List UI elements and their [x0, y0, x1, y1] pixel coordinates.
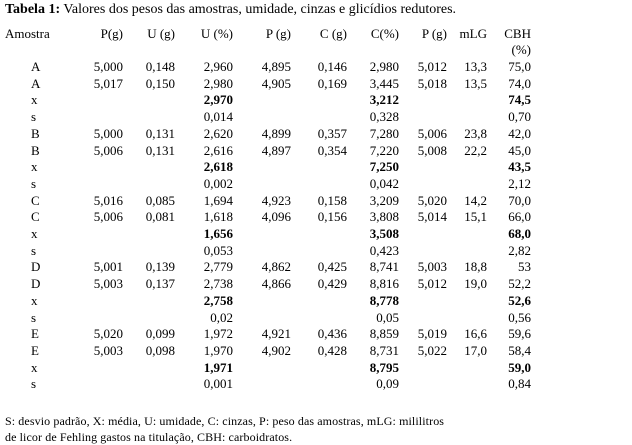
table-cell: 13,5 [464, 75, 487, 91]
table-cell: 0,354 [317, 142, 347, 158]
table-cell: 4,897 [261, 142, 291, 158]
table-cell: 59,6 [508, 326, 531, 342]
table-body [3, 59, 531, 393]
table-row [3, 126, 531, 143]
table-cell [233, 243, 291, 260]
table-cell: 0,423 [369, 242, 399, 258]
table-cell: 53 [518, 259, 531, 275]
table-row [3, 76, 531, 93]
row-label: x [31, 359, 38, 375]
table-cell: 5,003 [93, 276, 123, 292]
table-row [3, 376, 531, 393]
table-row [3, 193, 531, 210]
table-cell [447, 176, 487, 193]
table-cell: 4,902 [261, 342, 291, 358]
table-cell: 0,053 [203, 242, 233, 258]
column-header: C (g) [319, 26, 347, 41]
row-label: C [31, 209, 40, 225]
caption-label: Tabela 1: [5, 2, 61, 17]
column-header: P(g) [100, 26, 123, 41]
table-cell: 0,328 [369, 109, 399, 125]
table-cell [123, 360, 175, 377]
table-cell: 0,146 [317, 59, 347, 74]
table-cell: 17,0 [464, 342, 487, 358]
table-row [3, 159, 531, 176]
row-label: D [31, 259, 41, 275]
table-row [3, 276, 531, 293]
row-label: B [31, 125, 40, 141]
row-label: D [31, 276, 41, 292]
table-caption [5, 2, 456, 18]
row-label: x [31, 292, 38, 308]
table-cell [123, 226, 175, 243]
table-row [3, 176, 531, 193]
table-cell [399, 376, 447, 393]
table-row [3, 259, 531, 276]
header-subrow [3, 43, 531, 59]
table-cell: 58,4 [508, 342, 531, 358]
table-cell [61, 159, 123, 176]
table-cell [123, 176, 175, 193]
column-header: P (g) [265, 26, 291, 41]
row-label: A [31, 75, 41, 91]
table-cell [233, 176, 291, 193]
table-cell: 18,8 [464, 259, 487, 275]
table-cell: 59,0 [508, 359, 531, 375]
table-cell [399, 293, 447, 310]
table-cell: 0,84 [508, 376, 531, 392]
row-label: C [31, 192, 40, 208]
table-cell [399, 176, 447, 193]
table-row [3, 243, 531, 260]
table-cell: 7,280 [369, 125, 399, 141]
table-cell: 5,003 [93, 342, 123, 358]
table-cell: 0,56 [508, 309, 531, 325]
table-cell: 66,0 [508, 209, 531, 225]
header-cbh-unit: (%) [511, 42, 531, 57]
table-cell [447, 109, 487, 126]
table-cell: 5,012 [417, 59, 447, 74]
table-header [3, 26, 531, 59]
table-cell: 4,923 [261, 192, 291, 208]
table-cell: 8,741 [369, 259, 399, 275]
table-cell: 0,357 [317, 125, 347, 141]
table-cell: 0,002 [203, 175, 233, 191]
table-row [3, 92, 531, 109]
table-cell [447, 376, 487, 393]
row-label: A [31, 59, 41, 74]
table-cell: 4,866 [261, 276, 291, 292]
table-cell: 0,081 [145, 209, 175, 225]
table-cell: 74,0 [508, 75, 531, 91]
table-cell: 2,779 [203, 259, 233, 275]
table-cell: 5,000 [93, 59, 123, 74]
table-cell [291, 293, 347, 310]
table-cell: 0,042 [369, 175, 399, 191]
table-cell: 2,616 [203, 142, 233, 158]
table-cell: 4,899 [261, 125, 291, 141]
table-cell: 5,008 [417, 142, 447, 158]
table-cell [447, 293, 487, 310]
table-cell: 13,3 [464, 59, 487, 74]
table-cell: 0,09 [376, 376, 399, 392]
table-cell [123, 92, 175, 109]
table-cell: 19,0 [464, 276, 487, 292]
table-cell: 0,014 [203, 109, 233, 125]
table-cell: 23,8 [464, 125, 487, 141]
table-cell: 5,012 [417, 276, 447, 292]
column-header: mLG [459, 26, 487, 41]
table-cell: 0,436 [317, 326, 347, 342]
table-cell: 4,096 [261, 209, 291, 225]
table-cell [123, 310, 175, 327]
table-row [3, 209, 531, 226]
table-row [3, 59, 531, 76]
table-footnote [5, 413, 565, 445]
table-cell: 0,131 [145, 142, 175, 158]
table-cell [61, 293, 123, 310]
table-cell: 3,508 [369, 226, 399, 242]
table-cell [123, 109, 175, 126]
table-cell: 5,017 [93, 75, 123, 91]
table-cell: 4,921 [261, 326, 291, 342]
table-cell: 42,0 [508, 125, 531, 141]
table-cell: 2,980 [369, 59, 399, 74]
table-cell [233, 360, 291, 377]
table-cell [447, 226, 487, 243]
table-cell [233, 159, 291, 176]
table-cell [61, 360, 123, 377]
table-cell [123, 243, 175, 260]
row-label: x [31, 159, 38, 175]
table-cell: 1,971 [203, 359, 233, 375]
table-cell: 5,000 [93, 125, 123, 141]
table-cell [399, 159, 447, 176]
table-cell: 0,428 [317, 342, 347, 358]
table-cell [447, 92, 487, 109]
table-cell: 5,003 [417, 259, 447, 275]
row-label: x [31, 92, 38, 108]
table-cell: 74,5 [508, 92, 531, 108]
table-cell: 8,816 [369, 276, 399, 292]
table-cell: 0,70 [508, 109, 531, 125]
column-header: U (%) [200, 26, 233, 41]
table-cell [447, 310, 487, 327]
row-label: s [31, 109, 37, 125]
table-cell: 3,808 [369, 209, 399, 225]
table-cell: 43,5 [508, 159, 531, 175]
table-row [3, 326, 531, 343]
table-cell [123, 376, 175, 393]
table-cell: 2,82 [508, 242, 531, 258]
table-cell: 52,6 [508, 292, 531, 308]
table-cell: 0,139 [145, 259, 175, 275]
row-label: s [31, 242, 37, 258]
table-cell: 1,618 [203, 209, 233, 225]
table-cell: 8,778 [369, 292, 399, 308]
table-cell [61, 109, 123, 126]
table-cell: 2,970 [203, 92, 233, 108]
table-cell [399, 310, 447, 327]
footnote-line-2: de licor de Fehling gastos na titulação, CBH: carboidratos. [5, 430, 293, 444]
table-cell: 2,12 [508, 175, 531, 191]
table-cell [123, 159, 175, 176]
table-cell: 0,085 [145, 192, 175, 208]
table-cell: 0,425 [317, 259, 347, 275]
table-cell [233, 109, 291, 126]
table-cell: 1,694 [203, 192, 233, 208]
table-cell: 3,445 [369, 75, 399, 91]
table-cell [61, 243, 123, 260]
table-cell [399, 226, 447, 243]
table-cell: 4,905 [261, 75, 291, 91]
table-cell: 15,1 [464, 209, 487, 225]
table-cell: 1,656 [203, 226, 233, 242]
table-cell: 4,895 [261, 59, 291, 74]
table-cell [399, 92, 447, 109]
table-row [3, 109, 531, 126]
table-cell: 70,0 [508, 192, 531, 208]
table-cell [291, 109, 347, 126]
table-cell: 3,212 [369, 92, 399, 108]
table-cell: 5,020 [93, 326, 123, 342]
table-cell [61, 176, 123, 193]
table-cell: 2,738 [203, 276, 233, 292]
table-cell: 2,618 [203, 159, 233, 175]
table-cell: 0,001 [203, 376, 233, 392]
table-cell: 4,862 [261, 259, 291, 275]
row-label: s [31, 376, 37, 392]
row-label: E [31, 342, 39, 358]
table-cell: 1,970 [203, 342, 233, 358]
header-row [3, 26, 531, 43]
table-cell: 0,131 [145, 125, 175, 141]
table-cell [61, 92, 123, 109]
table-cell [291, 243, 347, 260]
table-cell: 8,731 [369, 342, 399, 358]
table-cell [123, 293, 175, 310]
table-cell: 0,429 [317, 276, 347, 292]
table-cell: 0,156 [317, 209, 347, 225]
table-cell: 5,006 [93, 142, 123, 158]
table-cell [447, 360, 487, 377]
table-cell [291, 92, 347, 109]
table-cell: 5,006 [93, 209, 123, 225]
table-cell: 2,980 [203, 75, 233, 91]
table-cell [233, 92, 291, 109]
table-cell: 8,795 [369, 359, 399, 375]
table-cell [291, 360, 347, 377]
table-cell: 7,250 [369, 159, 399, 175]
table-cell [291, 159, 347, 176]
table-cell: 0,150 [145, 75, 175, 91]
data-table [3, 26, 531, 393]
table-cell [233, 310, 291, 327]
table-row [3, 293, 531, 310]
table-cell [61, 310, 123, 327]
table-cell: 0,05 [376, 309, 399, 325]
table-cell: 5,014 [417, 209, 447, 225]
table-cell: 2,960 [203, 59, 233, 74]
row-label: x [31, 226, 38, 242]
table-cell: 0,137 [145, 276, 175, 292]
row-label: E [31, 326, 39, 342]
table-cell [291, 176, 347, 193]
row-label: B [31, 142, 40, 158]
table-cell: 22,2 [464, 142, 487, 158]
column-header: P (g) [421, 26, 447, 41]
table-row [3, 226, 531, 243]
table-cell [291, 310, 347, 327]
table-cell [61, 376, 123, 393]
table-cell: 0,148 [145, 59, 175, 74]
table-cell: 3,209 [369, 192, 399, 208]
table-cell [291, 226, 347, 243]
column-header: C(%) [370, 26, 399, 41]
table-cell: 5,019 [417, 326, 447, 342]
table-cell [399, 360, 447, 377]
table-cell: 16,6 [464, 326, 487, 342]
table-cell: 0,098 [145, 342, 175, 358]
table-cell [233, 293, 291, 310]
row-label: s [31, 309, 37, 325]
table-row [3, 143, 531, 160]
table-cell: 1,972 [203, 326, 233, 342]
table-cell: 5,018 [417, 75, 447, 91]
table-cell [61, 226, 123, 243]
table-cell: 7,220 [369, 142, 399, 158]
table-cell: 0,169 [317, 75, 347, 91]
table-cell [447, 159, 487, 176]
table-cell: 52,2 [508, 276, 531, 292]
table-cell: 8,859 [369, 326, 399, 342]
table-cell: 5,022 [417, 342, 447, 358]
table-cell [399, 243, 447, 260]
table-cell [233, 376, 291, 393]
table-cell [399, 109, 447, 126]
table-row [3, 343, 531, 360]
table-cell: 68,0 [508, 226, 531, 242]
table-cell: 0,099 [145, 326, 175, 342]
table-cell: 0,02 [210, 309, 233, 325]
column-header: CBH [504, 26, 531, 41]
table-row [3, 310, 531, 327]
table-cell: 75,0 [508, 59, 531, 74]
table-cell: 14,2 [464, 192, 487, 208]
caption-text: Valores dos pesos das amostras, umidade, cinzas e glicídios redutores. [60, 2, 457, 17]
table-cell: 5,016 [93, 192, 123, 208]
table-cell: 5,020 [417, 192, 447, 208]
table-cell: 45,0 [508, 142, 531, 158]
table-cell [291, 376, 347, 393]
footnote-line-1: S: desvio padrão, X: média, U: umidade, C: cinzas, P: peso das amostras, mLG: mililitros [5, 414, 445, 428]
row-label: s [31, 175, 37, 191]
table-cell [447, 243, 487, 260]
column-header: U (g) [147, 26, 175, 41]
table-cell [233, 226, 291, 243]
table-row [3, 360, 531, 377]
table-cell: 5,001 [93, 259, 123, 275]
table-cell: 2,758 [203, 292, 233, 308]
column-header: Amostra [5, 26, 50, 41]
table-cell: 0,158 [317, 192, 347, 208]
table-cell: 5,006 [417, 125, 447, 141]
table-cell: 2,620 [203, 125, 233, 141]
